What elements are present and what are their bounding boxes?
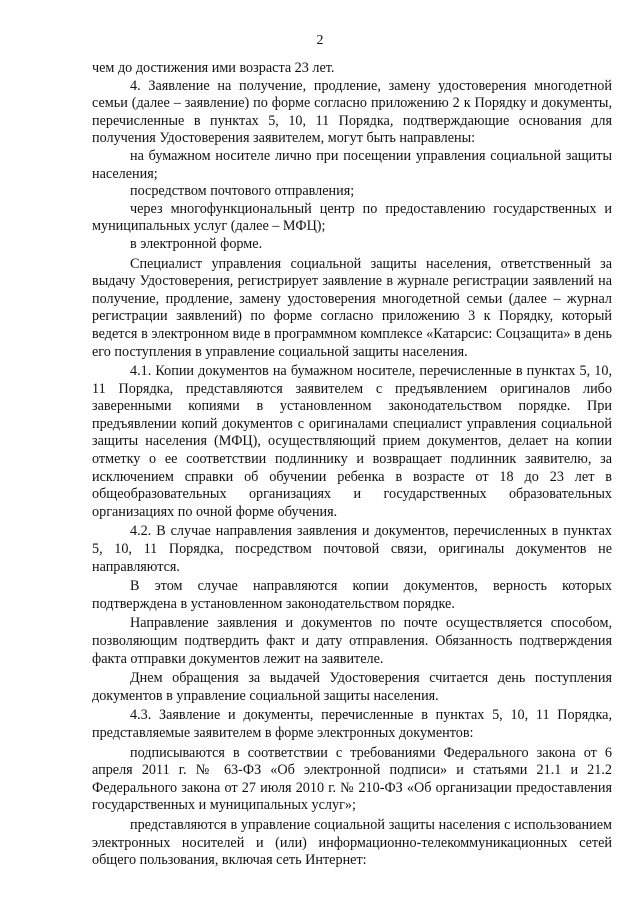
paragraph: через многофункциональный центр по предоставлению государственных и муниципальных услуг (далее – МФЦ);	[92, 200, 612, 235]
paragraph: чем до достижения ими возраста 23 лет.	[92, 60, 335, 76]
paragraph: подписываются в соответствии с требованиями Федерального закона от 6 апреля 2011 г. № 63-ФЗ «Об электронной подписи» и статьями 21.1 и 21.2 Федерального закона от 27 июля 2010 г. № 210-ФЗ «Об организации предоставления государственных и муниципальных услуг»;	[92, 744, 612, 814]
paragraph: 4.1. Копии документов на бумажном носителе, перечисленные в пунктах 5, 10, 11 Порядка, представляются заявителем с предъявлением оригиналов либо заверенными копиями в установленном законодательством порядке. При предъявлении копий документов с оригиналами специалист управления социальной защиты населения (МФЦ), осуществляющий прием документов, делает на копии отметку о ее соответствии подлиннику и возвращает подлинник заявителю, за исключением справки об обучении ребенка в возрасте от 18 до 23 лет в общеобразовательных организациях и государственных образовательных организациях по очной форме обучения.	[92, 363, 612, 520]
paragraph: в электронной форме.	[130, 235, 263, 252]
paragraph: Направление заявления и документов по почте осуществляется способом, позволяющим подтвердить факт и дату отправления. Обязанность подтверждения факта отправки документов лежит на заявителе.	[92, 615, 612, 667]
paragraph: на бумажном носителе лично при посещении управления социальной защиты населения;	[92, 147, 612, 182]
paragraph: Специалист управления социальной защиты населения, ответственный за выдачу Удостоверения, регистрирует заявление в журнале регистрации заявлений на получение, продление, замену удостоверения многодетной семьи (далее – журнал регистрации заявлений) по форме согласно приложению 3 к Порядку, который ведется в электронном виде в программном комплексе «Катарсис: Соцзащита» в день его поступления в управление социальной защиты населения.	[92, 255, 612, 360]
paragraph: 4.3. Заявление и документы, перечисленные в пунктах 5, 10, 11 Порядка, представляемые заявителем в форме электронных документов:	[92, 707, 612, 741]
paragraph: Днем обращения за выдачей Удостоверения считается день поступления документов в управление социальной защиты населения.	[92, 670, 612, 704]
paragraph: В этом случае направляются копии документов, верность которых подтверждена в установленном законодательством порядке.	[92, 578, 612, 612]
paragraph: посредством почтового отправления;	[130, 183, 355, 200]
page-number: 2	[316, 33, 324, 48]
document-body	[92, 60, 612, 870]
paragraph: представляются в управление социальной защиты населения с использованием электронных носителей и (или) информационно-телекоммуникационных сетей общего пользования, включая сеть Интернет:	[92, 816, 612, 869]
paragraph: 4.2. В случае направления заявления и документов, перечисленных в пунктах 5, 10, 11 Порядка, посредством почтовой связи, оригиналы документов не направляются.	[92, 523, 612, 575]
paragraph: 4. Заявление на получение, продление, замену удостоверения многодетной семьи (далее – заявление) по форме согласно приложению 2 к Порядку и документы, перечисленные в пунктах 5, 10, 11 Порядка, подтверждающие основания для получения Удостоверения заявителем, могут быть направлены:	[92, 77, 612, 147]
